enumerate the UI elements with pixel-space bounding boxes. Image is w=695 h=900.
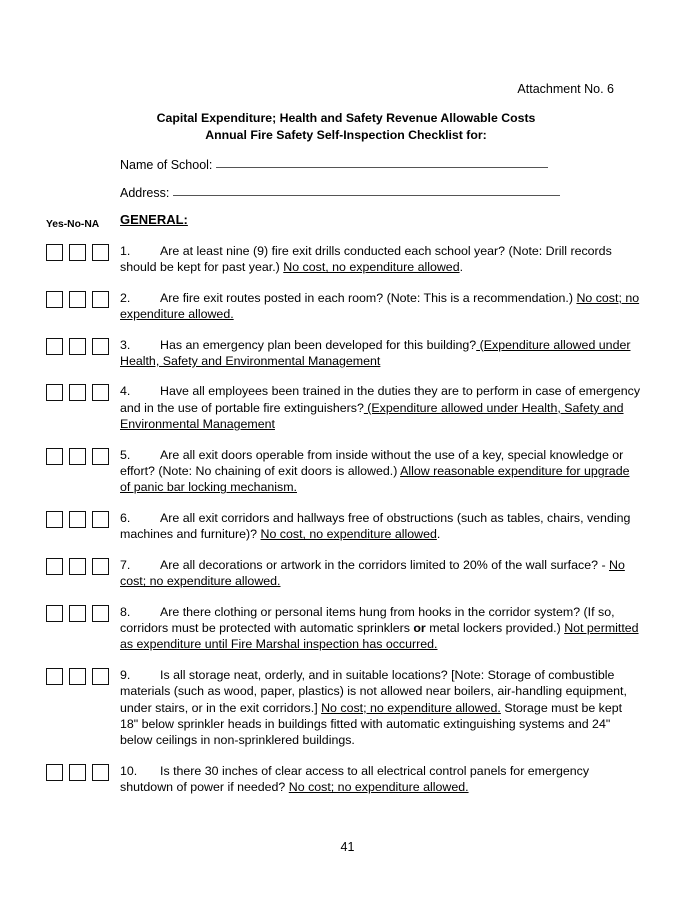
checkbox-no[interactable]: [69, 558, 86, 575]
checklist-item-main-text: Are all exit corridors and hallways free of obstructions (such as tables, chairs, vending machines and furniture)?: [120, 510, 631, 542]
checkbox-na[interactable]: [92, 448, 109, 465]
checklist-item-text: [120, 557, 642, 590]
checkbox-group: [46, 448, 109, 465]
checklist-item-underlined-note: No cost; no expenditure allowed.: [288, 780, 469, 795]
checklist-item-trailing-text: Storage must be kept 18" below sprinkler heads in buildings fitted with automatic extinguishing systems and 24" below ceilings in non-sprinklered buildings.: [120, 700, 623, 748]
checklist-item-underlined-note: No cost, no expenditure allowed: [283, 260, 460, 275]
checklist-item-text: [120, 763, 642, 796]
school-name-label: Name of School:: [120, 158, 213, 172]
checkbox-group: [46, 605, 109, 622]
checklist-item-text: [120, 383, 642, 432]
checklist-item-underlined-note: No cost, no expenditure allowed: [260, 527, 437, 542]
page-title-line-1: Capital Expenditure; Health and Safety Revenue Allowable Costs: [156, 111, 536, 125]
checkbox-group: [46, 511, 109, 528]
checklist-item-underlined-note: Allow reasonable expenditure for upgrade of panic bar locking mechanism.: [120, 464, 630, 495]
checkbox-group: [46, 338, 109, 355]
checklist-item-number: 1.: [120, 244, 131, 258]
checklist-item-main-text: Are all decorations or artwork in the corridors limited to 20% of the wall surface? -: [160, 557, 610, 572]
checklist-item-number: 3.: [120, 337, 131, 352]
checklist-item: [0, 243, 695, 276]
checkbox-yes[interactable]: [46, 244, 63, 261]
checkbox-na[interactable]: [92, 764, 109, 781]
attachment-label: Attachment No. 6: [517, 82, 614, 96]
checkbox-columns-label: Yes-No-NA: [46, 219, 100, 230]
checkbox-group: [46, 668, 109, 685]
checklist-item: [0, 337, 695, 370]
checklist-item-underlined-note: No cost; no expenditure allowed.: [120, 557, 625, 589]
checkbox-na[interactable]: [92, 244, 109, 261]
checklist-item-text: [120, 337, 642, 370]
checklist-item-underlined-note: No cost; no expenditure allowed.: [120, 290, 640, 322]
checklist-item-number: 4.: [120, 384, 131, 399]
section-heading-general: GENERAL:: [120, 212, 188, 227]
school-name-field-row: [120, 157, 548, 173]
checkbox-no[interactable]: [69, 605, 86, 622]
checklist-item: [0, 604, 695, 653]
checklist-item-text: [120, 290, 642, 323]
checkbox-na[interactable]: [92, 384, 109, 401]
checkbox-na[interactable]: [92, 668, 109, 685]
checklist-item: [0, 383, 695, 432]
checklist-item-number: 8.: [120, 604, 131, 619]
checklist-item-number: 6.: [120, 510, 131, 525]
checkbox-na[interactable]: [92, 338, 109, 355]
address-input[interactable]: [173, 195, 560, 196]
checkbox-na[interactable]: [92, 605, 109, 622]
checklist-item: [0, 557, 695, 590]
checklist-item-underlined-note: Not permitted as expenditure until Fire Marshal inspection has occurred.: [120, 620, 639, 652]
checkbox-yes[interactable]: [46, 511, 63, 528]
checklist-item-emphasis-text: or: [413, 620, 426, 635]
checkbox-group: [46, 291, 109, 308]
checkbox-no[interactable]: [69, 448, 86, 465]
checklist-item-underlined-note: No cost; no expenditure allowed.: [321, 700, 501, 715]
checkbox-group: [46, 558, 109, 575]
checklist-item-number: 7.: [120, 557, 131, 572]
checklist-item-number: 2.: [120, 290, 131, 305]
checklist-item-main-text: Have all employees been trained in the duties they are to perform in case of emergency and in the use of portable fire extinguishers?: [120, 384, 641, 415]
checklist-item-main-text: Are all exit doors operable from inside without the use of a key, special knowledge or effort? (Note: No chaining of exit doors is allowed.): [120, 447, 624, 479]
checkbox-no[interactable]: [69, 291, 86, 308]
checkbox-yes[interactable]: [46, 384, 63, 401]
checklist-item-text: [120, 243, 642, 276]
address-field-row: [120, 185, 560, 201]
checkbox-no[interactable]: [69, 764, 86, 781]
checkbox-no[interactable]: [69, 338, 86, 355]
checklist-item-main-text: Has an emergency plan been developed for this building?: [160, 337, 477, 352]
checklist-item-underlined-note: (Expenditure allowed under Health, Safety and Environmental Management: [120, 337, 631, 369]
checklist-item: [0, 510, 695, 543]
checkbox-yes[interactable]: [46, 448, 63, 465]
checklist-item-trailing-text: .: [459, 260, 464, 275]
checklist-item-main-text: Are there clothing or personal items hung from hooks in the corridor system? (If so, corridors must be protected with automatic sprinklers: [120, 604, 615, 635]
checklist-item-number: 10.: [120, 763, 138, 778]
checklist-item-main-text: Are at least nine (9) fire exit drills conducted each school year? (Note: Drill records should be kept for past year.): [120, 244, 612, 275]
checkbox-yes[interactable]: [46, 605, 63, 622]
checkbox-no[interactable]: [69, 384, 86, 401]
checklist-item-main-text: Is all storage neat, orderly, and in suitable locations? [Note: Storage of combustible materials (such as wood, paper, plastics) is not allowed near boilers, air-handling equipment, under stairs, or in the exit corridors.]: [120, 667, 627, 715]
checkbox-yes[interactable]: [46, 291, 63, 308]
checklist-item: [0, 667, 695, 749]
checkbox-no[interactable]: [69, 244, 86, 261]
checkbox-group: [46, 384, 109, 401]
page-number: 41: [340, 840, 355, 854]
checkbox-na[interactable]: [92, 511, 109, 528]
checklist-item-number: 5.: [120, 447, 131, 462]
checklist-item: [0, 290, 695, 323]
checklist-item: [0, 447, 695, 496]
checkbox-no[interactable]: [69, 668, 86, 685]
checkbox-na[interactable]: [92, 291, 109, 308]
address-label: Address:: [120, 186, 170, 200]
school-name-input[interactable]: [216, 167, 548, 168]
checkbox-no[interactable]: [69, 511, 86, 528]
checklist-item-trailing-text: .: [436, 527, 441, 542]
checkbox-group: [46, 764, 109, 781]
checkbox-yes[interactable]: [46, 558, 63, 575]
checklist-item: [0, 763, 695, 796]
checklist-item-main-text: Are fire exit routes posted in each room? (Note: This is a recommendation.): [160, 290, 577, 305]
checkbox-yes[interactable]: [46, 668, 63, 685]
checklist-items: [0, 243, 695, 810]
page-title-line-2: Annual Fire Safety Self-Inspection Checklist for:: [205, 127, 487, 142]
checkbox-na[interactable]: [92, 558, 109, 575]
checklist-item-text: [120, 604, 642, 653]
checklist-item-main-text: Is there 30 inches of clear access to all electrical control panels for emergency shutdown of power if needed?: [120, 763, 590, 795]
checkbox-group: [46, 244, 109, 261]
checklist-item-number: 9.: [120, 667, 131, 682]
checklist-item-underlined-note: (Expenditure allowed under Health, Safety and Environmental Management: [120, 400, 624, 432]
checklist-item-main-text-2: metal lockers provided.): [425, 620, 565, 635]
checklist-item-text: [120, 510, 642, 543]
checkbox-yes[interactable]: [46, 764, 63, 781]
checklist-item-text: [120, 667, 642, 749]
page-title: [120, 110, 572, 143]
checklist-item-text: [120, 447, 642, 496]
checkbox-yes[interactable]: [46, 338, 63, 355]
